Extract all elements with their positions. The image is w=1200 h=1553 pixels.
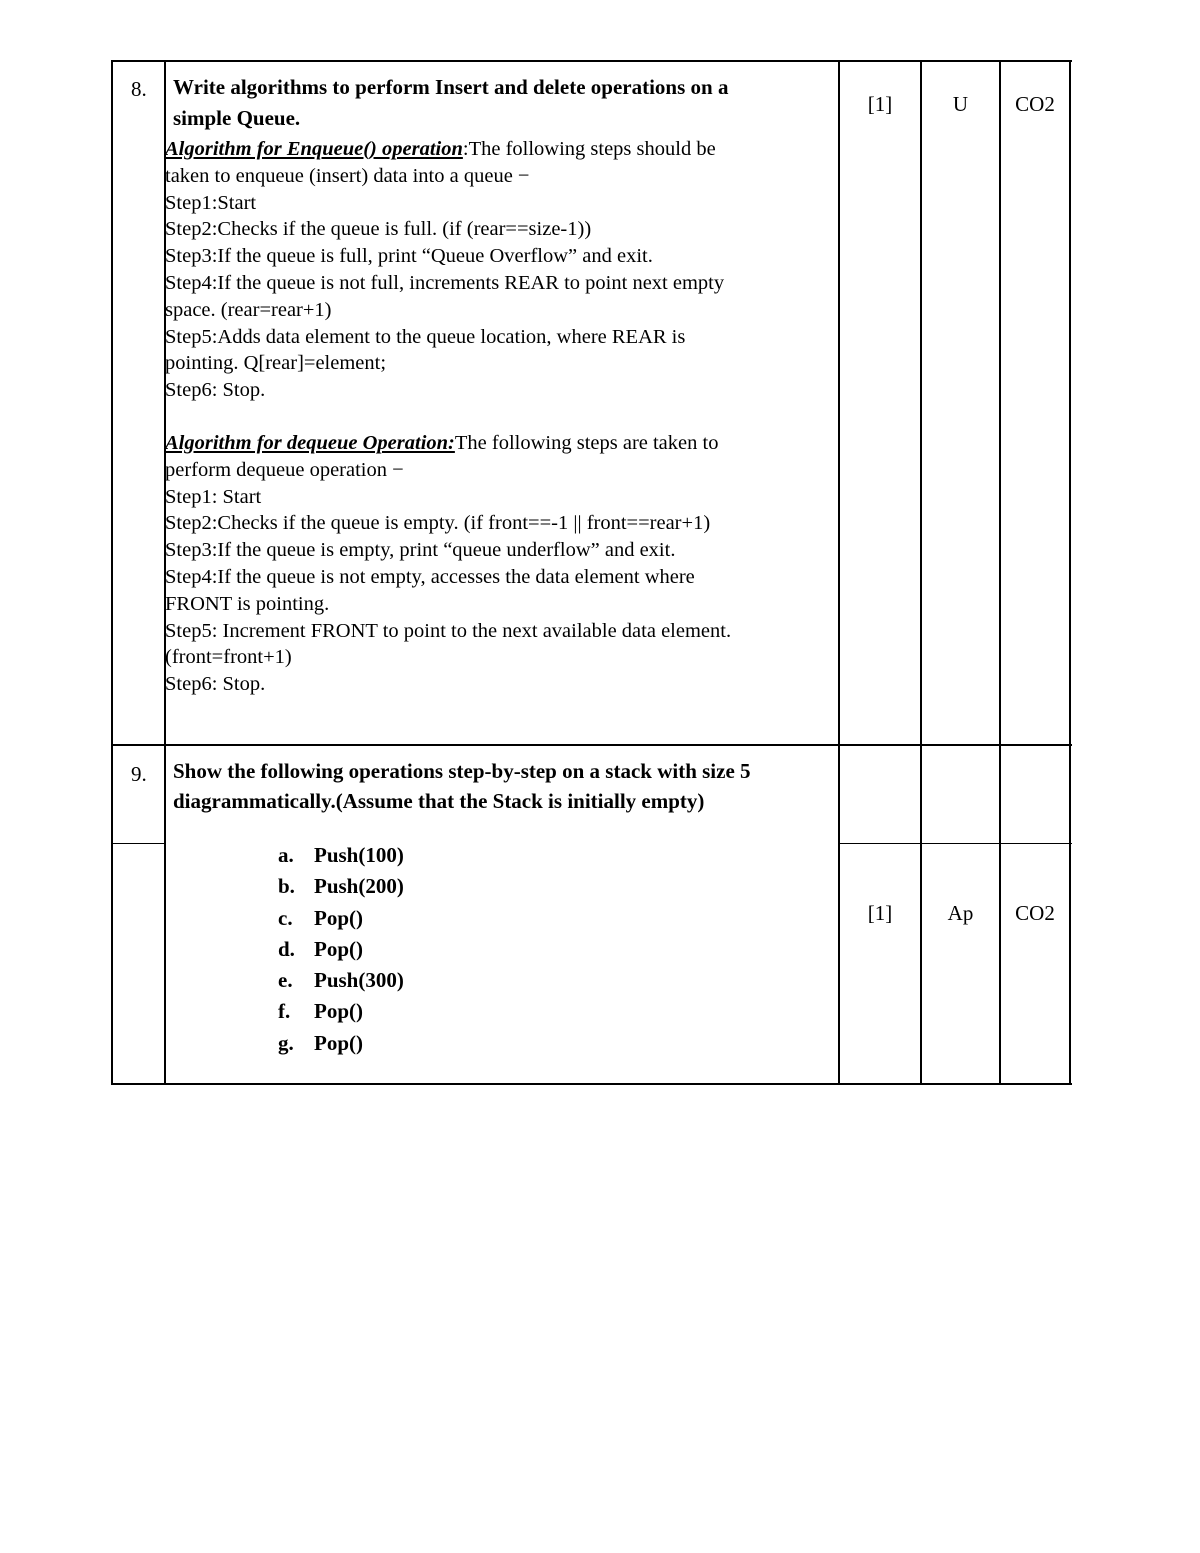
operation: Push(300) [314,968,404,993]
list-item [278,934,404,965]
enqueue-intro-cont: taken to enqueue (insert) data into a queue − [165,164,530,187]
dequeue-step: FRONT is pointing. [165,592,330,615]
question-title [173,72,823,134]
list-letter: b. [278,874,295,899]
co-cell: CO2 [1015,901,1055,925]
list-item [278,996,404,1027]
question-title-line: Write algorithms to perform Insert and delete operations on a [173,75,729,99]
enqueue-step: Step2:Checks if the queue is full. (if (rear==size-1)) [165,218,592,241]
answer-text [165,136,833,698]
marks-cell: [1] [867,92,893,116]
operations-list [278,840,404,1059]
operation: Push(100) [314,843,404,867]
dequeue-intro [165,430,833,457]
dequeue-intro-text: The following steps are taken to [454,431,719,454]
co-cell: CO2 [1015,92,1055,116]
question-title-line: simple Queue. [173,106,301,130]
enqueue-heading: Algorithm for Enqueue() operation [165,138,463,160]
enqueue-step: Step4:If the queue is not full, increments REAR to point next empty [165,271,725,294]
marks-cell: [1] [867,901,893,925]
operation: Pop() [314,936,363,961]
dequeue-step: Step4:If the queue is not empty, accesses the data element where [165,565,695,588]
list-item [278,1028,404,1059]
list-letter: a. [278,843,294,867]
list-item [278,840,404,871]
row-subdivider-right [838,843,1072,844]
question-title [173,756,823,816]
table-border-top [111,60,1072,62]
row-subdivider-left [111,843,166,844]
question-title-line: diagrammatically.(Assume that the Stack is initially empty) [173,789,705,813]
dequeue-heading: Algorithm for dequeue Operation: [165,431,455,454]
list-letter: d. [278,936,295,961]
table-border-right [1069,60,1071,1085]
spacer [165,404,833,430]
level-cell: Ap [947,901,974,925]
dequeue-step: Step3:If the queue is empty, print “queue underflow” and exit. [165,539,676,562]
list-item [278,965,404,996]
dequeue-step: (front=front+1) [165,646,292,669]
list-item [278,903,404,934]
list-letter: g. [278,1030,294,1055]
table-border-left [111,60,113,1085]
operation: Pop() [314,905,363,930]
list-letter: e. [278,968,293,993]
operation: Push(200) [314,874,404,899]
question-title-line: Show the following operations step-by-step on a stack with size 5 [173,759,751,783]
enqueue-step: pointing. Q[rear]=element; [165,352,387,375]
enqueue-step: Step1:Start [165,191,257,214]
dequeue-step: Step6: Stop. [165,673,266,696]
enqueue-step: Step3:If the queue is full, print “Queue Overflow” and exit. [165,245,653,268]
enqueue-step: space. (rear=rear+1) [165,298,332,321]
dequeue-step: Step2:Checks if the queue is empty. (if front==-1 || front==rear+1) [165,512,711,535]
operation: Pop() [314,1030,363,1055]
list-item [278,871,404,902]
dequeue-step: Step5: Increment FRONT to point to the next available data element. [165,619,732,642]
col-divider-question [838,60,840,1085]
list-letter: c. [278,905,293,930]
dequeue-intro-cont: perform dequeue operation − [165,458,404,481]
question-number: 9. [131,762,147,786]
table-border-bottom [111,1083,1072,1085]
enqueue-step: Step6: Stop. [165,379,266,402]
level-cell: U [952,92,969,116]
operation: Pop() [314,999,363,1024]
list-letter: f. [278,999,291,1024]
col-divider-level [999,60,1001,1085]
enqueue-intro [165,136,833,163]
enqueue-intro-text: :The following steps should be [462,138,716,160]
enqueue-step: Step5:Adds data element to the queue location, where REAR is [165,325,686,348]
question-number: 8. [131,77,147,101]
dequeue-step: Step1: Start [165,485,262,508]
row-divider [111,744,1072,746]
col-divider-marks [920,60,922,1085]
